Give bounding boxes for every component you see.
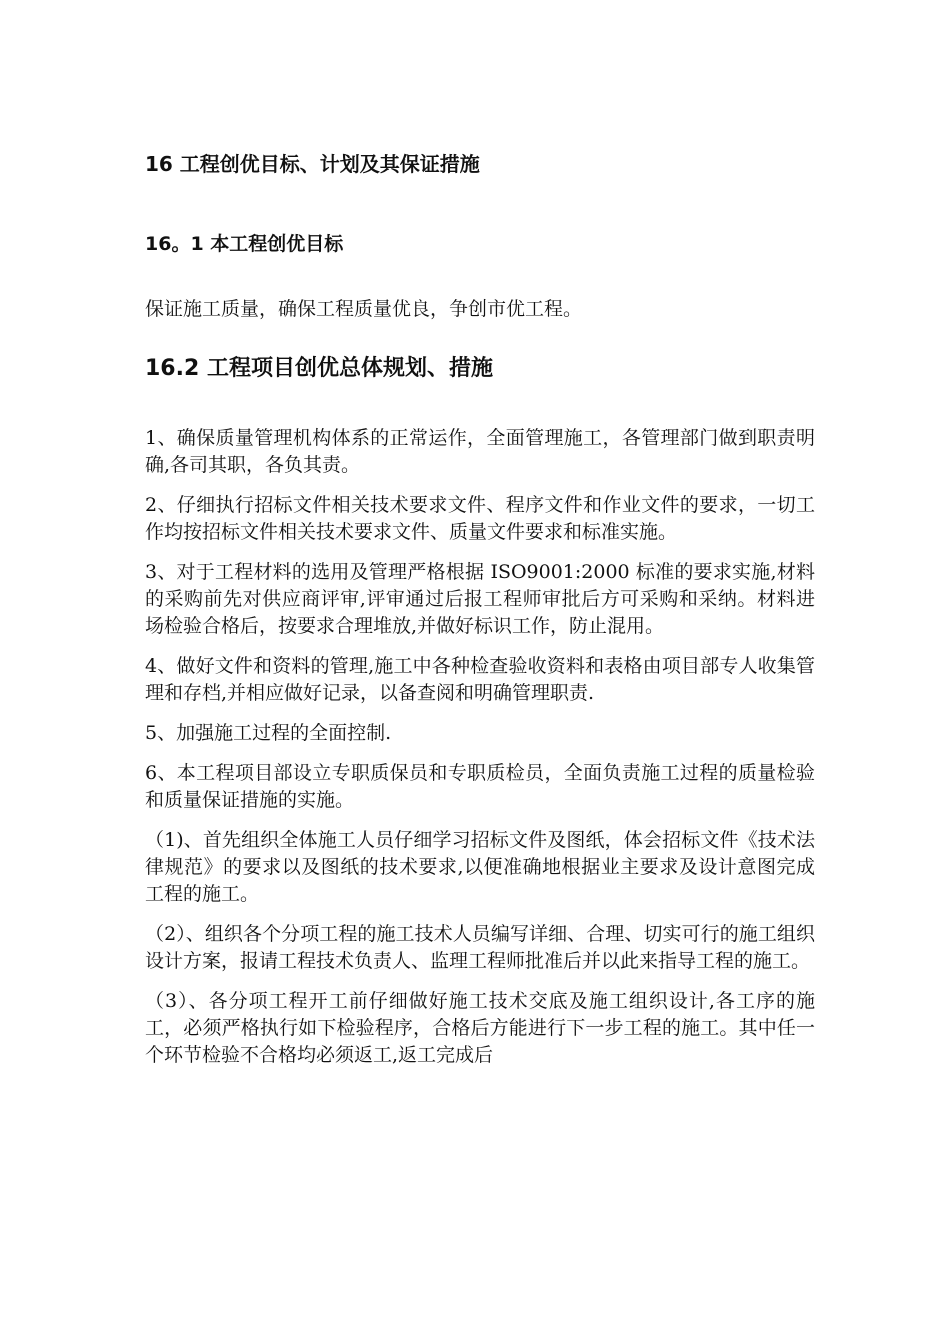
paragraph-4: 4、做好文件和资料的管理,施工中各种检查验收资料和表格由项目部专人收集管理和存档,并相应做好记录，以备查阅和明确管理职责. (145, 655, 815, 704)
paragraph-3: 3、对于工程材料的选用及管理严格根据 ISO9001:2000 标准的要求实施,材料的采购前先对供应商评审,评审通过后报工程师审批后方可采购和采纳。材料进场检验合格后，按要求合理堆放,并做好标识工作，防止混用。 (145, 561, 815, 637)
paragraph-6: 6、本工程项目部设立专职质保员和专职质检员，全面负责施工过程的质量检验和质量保证措施的实施。 (145, 762, 815, 811)
paragraph-2: 2、仔细执行招标文件相关技术要求文件、程序文件和作业文件的要求，一切工作均按招标文件相关技术要求文件、质量文件要求和标准实施。 (145, 494, 815, 543)
paragraph-5: 5、加强施工过程的全面控制. (145, 722, 392, 744)
paragraph-1: 1、确保质量管理机构体系的正常运作，全面管理施工，各管理部门做到职责明确,各司其职，各负其责。 (145, 427, 815, 476)
paragraph-6-2: （2）、组织各个分项工程的施工技术人员编写详细、合理、切实可行的施工组织设计方案，报请工程技术负责人、监理工程师批准后并以此来指导工程的施工。 (145, 923, 815, 972)
section-heading-16-1: 16。1 本工程创优目标 (145, 233, 344, 255)
paragraph-6-3: （3）、各分项工程开工前仔细做好施工技术交底及施工组织设计,各工序的施工，必须严格执行如下检验程序，合格后方能进行下一步工程的施工。其中任一个环节检验不合格均必须返工,返工完成后 (145, 990, 815, 1066)
document-title: 16 工程创优目标、计划及其保证措施 (145, 152, 480, 176)
paragraph-6-1: （1)、首先组织全体施工人员仔细学习招标文件及图纸，体会招标文件《技术法律规范》的要求以及图纸的技术要求,以便准确地根据业主要求及设计意图完成工程的施工。 (145, 829, 815, 905)
section-heading-16-2: 16.2 工程项目创优总体规划、措施 (145, 356, 493, 381)
quality-goal-text: 保证施工质量，确保工程质量优良，争创市优工程。 (145, 298, 583, 320)
document-page (145, 150, 815, 1082)
